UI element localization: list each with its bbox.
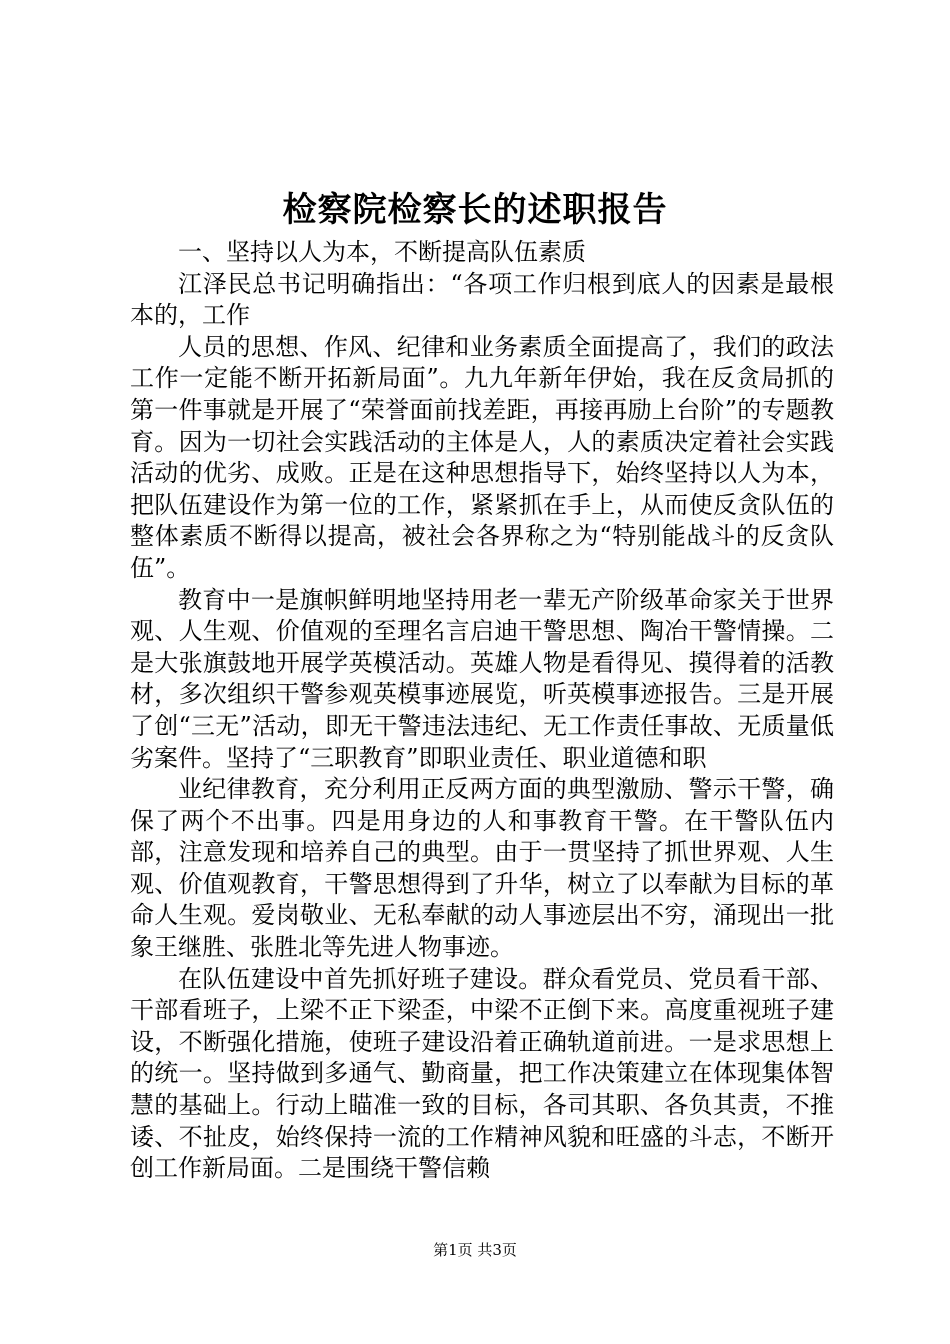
paragraph-4: 业纪律教育，充分利用正反两方面的典型激励、警示干警，确保了两个不出事。四是用身边的人和事教育干警。在干警队伍内部，注意发现和培养自己的典型。由于一贯坚持了抓世界观、人生观、价值观教育，干警思想得到了升华，树立了以奉献为目标的革命人生观。爱岗敬业、无私奉献的动人事迹层出不穷，涌现出一批象王继胜、张胜北等先进人物事迹。 [130, 775, 834, 962]
section-heading: 一、坚持以人为本，不断提高队伍素质 [178, 238, 586, 266]
paragraph-2: 人员的思想、作风、纪律和业务素质全面提高了，我们的政法工作一定能不断开拓新局面”。九九年新年伊始，我在反贪局抓的第一件事就是开展了“荣誉面前找差距，再接再励上台阶”的专题教育。因为一切社会实践活动的主体是人，人的素质决定着社会实践活动的优劣、成败。正是在这种思想指导下，始终坚持以人为本，把队伍建设作为第一位的工作，紧紧抓在手上，从而使反贪队伍的整体素质不断得以提高，被社会各界称之为“特别能战斗的反贪队伍”。 [130, 332, 834, 582]
paragraph-5: 在队伍建设中首先抓好班子建设。群众看党员、党员看干部、干部看班子，上梁不正下梁歪，中梁不正倒下来。高度重视班子建设，不断强化措施，使班子建设沿着正确轨道前进。一是求思想上的统一。坚持做到多通气、勤商量，把工作决策建立在体现集体智慧的基础上。行动上瞄准一致的目标，各司其职、各负其责，不推诿、不扯皮，始终保持一流的工作精神风貌和旺盛的斗志，不断开创工作新局面。二是围绕干警信赖 [130, 964, 834, 1183]
page-footer: 第1页 共3页 [433, 1241, 517, 1259]
paragraph-3: 教育中一是旗帜鲜明地坚持用老一辈无产阶级革命家关于世界观、人生观、价值观的至理名言启迪干警思想、陶冶干警情操。二是大张旗鼓地开展学英模活动。英雄人物是看得见、摸得着的活教材，多次组织干警参观英模事迹展览，听英模事迹报告。三是开展了创“三无”活动，即无干警违法违纪、无工作责任事故、无质量低劣案件。坚持了“三职教育”即职业责任、职业道德和职 [130, 585, 834, 772]
document-title: 检察院检察长的述职报告 [282, 190, 668, 230]
document-body [130, 237, 834, 1185]
paragraph-1: 江泽民总书记明确指出：“各项工作归根到底人的因素是最根本的，工作 [130, 269, 834, 330]
